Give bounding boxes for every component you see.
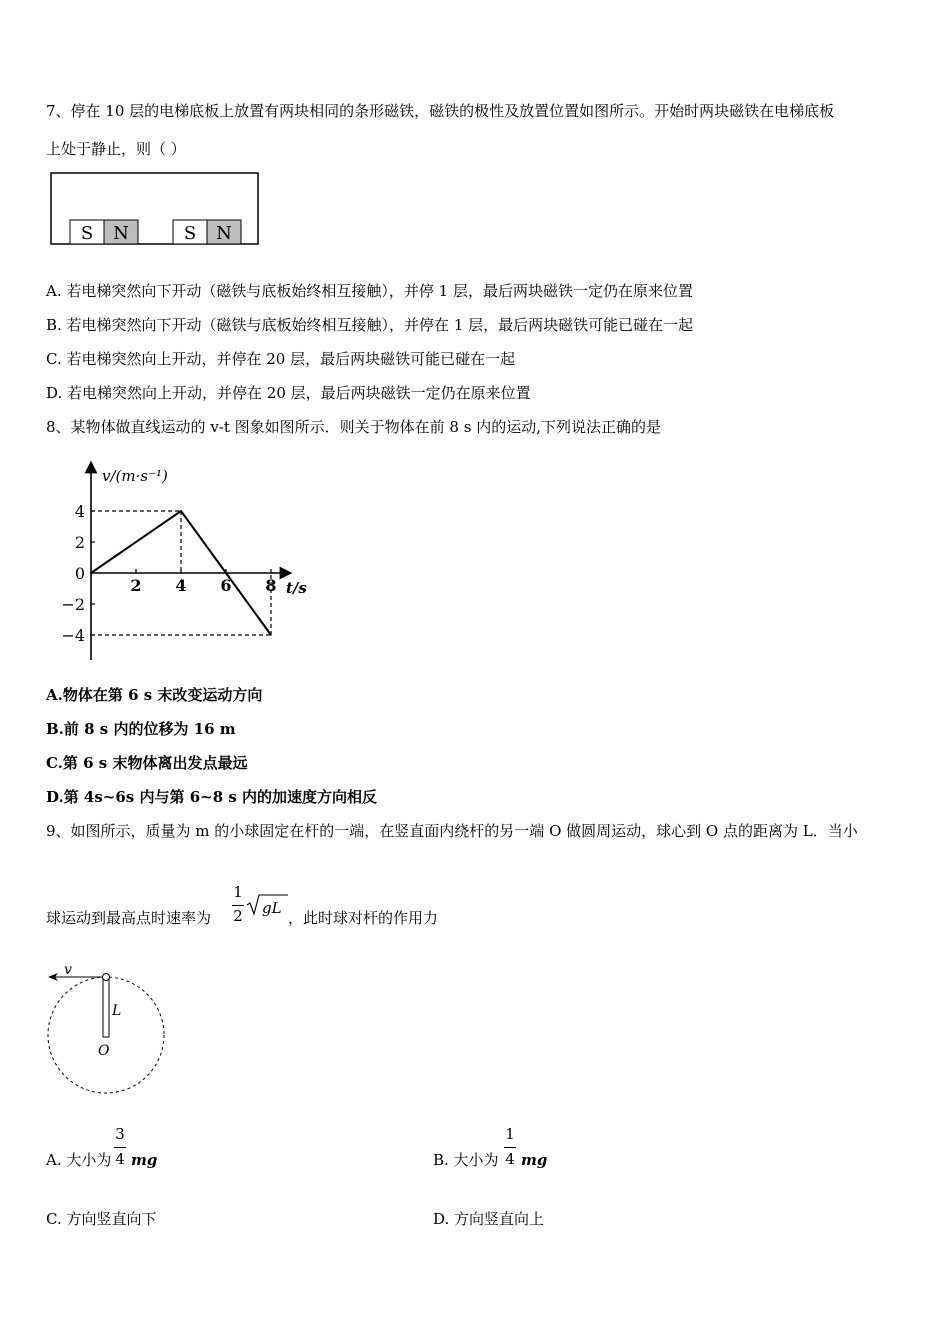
q9-option-d: D. 方向竖直向上 bbox=[433, 1210, 545, 1228]
x-axis-label: t/s bbox=[286, 579, 307, 597]
q9-sqrt-content: gL bbox=[262, 899, 282, 917]
q9-frac-den: 2 bbox=[233, 907, 243, 925]
magnet2-n-label: N bbox=[216, 223, 232, 244]
q9-option-b-unit: mg bbox=[521, 1151, 548, 1169]
q7-option-b: B. 若电梯突然向下开动（磁铁与底板始终相互接触），并停在 1 层，最后两块磁铁可能已碰在一起 bbox=[46, 316, 694, 334]
circle-figure bbox=[44, 962, 174, 1098]
q7-option-c: C. 若电梯突然向上开动，并停在 20 层，最后两块磁铁可能已碰在一起 bbox=[46, 350, 516, 368]
q8-option-b: B.前 8 s 内的位移为 16 m bbox=[46, 720, 236, 738]
magnet-figure bbox=[46, 170, 266, 250]
q9-stem-line2-pre: 球运动到最高点时速率为 bbox=[46, 909, 212, 927]
y-axis-label: v/(m·s⁻¹) bbox=[102, 467, 168, 485]
q7-stem-line2: 上处于静止，则（ ） bbox=[46, 140, 186, 158]
q7-option-d: D. 若电梯突然向上开动，并停在 20 层，最后两块磁铁一定仍在原来位置 bbox=[46, 384, 531, 402]
y-tick-label: 4 bbox=[74, 502, 85, 521]
y-tick-label: 0 bbox=[74, 564, 85, 583]
q8-option-a: A.物体在第 6 s 末改变运动方向 bbox=[46, 686, 263, 704]
q9-stem-line1: 9、如图所示，质量为 m 的小球固定在杆的一端，在竖直面内绕杆的另一端 O 做圆周运动，球心到 O 点的距离为 L．当小 bbox=[46, 822, 858, 840]
magnet1-s-label: S bbox=[80, 223, 94, 244]
q9-option-b-den: 4 bbox=[505, 1150, 515, 1168]
magnet1-n-label: N bbox=[113, 223, 129, 244]
q9-option-c: C. 方向竖直向下 bbox=[46, 1210, 157, 1228]
x-tick-label: 6 bbox=[220, 576, 232, 595]
q8-stem: 8、某物体做直线运动的 v-t 图象如图所示．则关于物体在前 8 s 内的运动,下列说法正确的是 bbox=[46, 418, 661, 436]
x-tick-label: 2 bbox=[130, 576, 142, 595]
q7-option-a: A. 若电梯突然向下开动（磁铁与底板始终相互接触），并停 1 层，最后两块磁铁一定仍在原来位置 bbox=[46, 282, 693, 300]
y-tick-label: −2 bbox=[61, 595, 85, 614]
q8-option-d: D.第 4s~6s 内与第 6~8 s 内的加速度方向相反 bbox=[46, 788, 378, 806]
q9-option-b-bar bbox=[504, 1147, 516, 1148]
q9-stem-line2-post: ，此时球对杆的作用力 bbox=[288, 909, 439, 927]
q9-option-a-num: 3 bbox=[115, 1125, 125, 1143]
q9-option-a-label: A. 大小为 bbox=[46, 1151, 112, 1169]
length-label: L bbox=[112, 1003, 122, 1019]
y-tick-label: 2 bbox=[74, 533, 85, 552]
x-tick-label: 4 bbox=[175, 576, 187, 595]
q9-option-a-bar bbox=[114, 1147, 126, 1148]
y-tick-label: −4 bbox=[61, 626, 85, 645]
q8-option-c: C.第 6 s 末物体离出发点最远 bbox=[46, 754, 248, 772]
x-tick-label: 8 bbox=[265, 576, 277, 595]
q7-stem-line1: 7、停在 10 层的电梯底板上放置有两块相同的条形磁铁，磁铁的极性及放置位置如图所示。开始时两块磁铁在电梯底板 bbox=[46, 102, 835, 120]
q9-option-a-unit: mg bbox=[131, 1151, 158, 1169]
velocity-label: v bbox=[64, 962, 72, 978]
q9-option-b-num: 1 bbox=[505, 1125, 515, 1143]
q9-frac-num: 1 bbox=[233, 883, 243, 901]
magnet2-s-label: S bbox=[183, 223, 197, 244]
q9-option-a-den: 4 bbox=[115, 1150, 125, 1168]
q9-frac-bar bbox=[232, 905, 244, 906]
vt-graph bbox=[46, 455, 326, 670]
q9-option-b-label: B. 大小为 bbox=[433, 1151, 499, 1169]
center-label: O bbox=[98, 1043, 110, 1059]
